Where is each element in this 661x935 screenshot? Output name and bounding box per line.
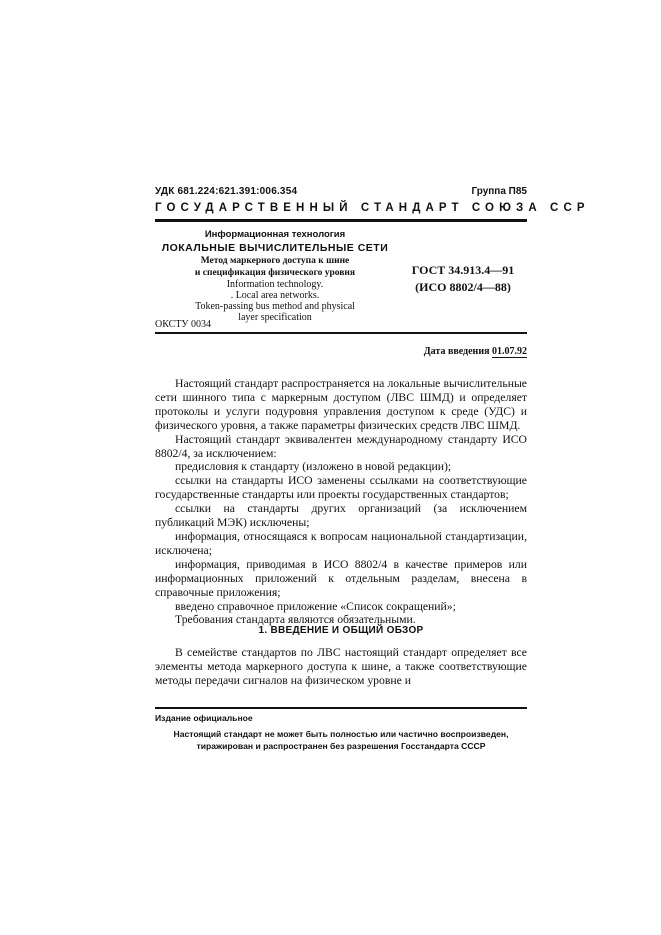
title-main: ЛОКАЛЬНЫЕ ВЫЧИСЛИТЕЛЬНЫЕ СЕТИ xyxy=(161,242,389,254)
document-page xyxy=(155,0,590,935)
copyright-notice: Настоящий стандарт не может быть полностью или частично воспроизведен, тиражирован и распространен без разрешения Госстандарта СССР xyxy=(173,729,509,751)
section-heading: 1. ВВЕДЕНИЕ И ОБЩИЙ ОБЗОР xyxy=(258,625,424,636)
title-english-2: . Local area networks. xyxy=(230,290,320,301)
intro-paragraph: Настоящий стандарт эквивалентен международному стандарту ИСО 8802/4, за исключением: xyxy=(155,432,527,460)
title-english-3: Token-passing bus method and physical xyxy=(195,301,355,312)
group-code: Группа П85 xyxy=(471,186,527,197)
effective-date-label: Дата введения xyxy=(423,346,490,357)
title-category: Информационная технология xyxy=(204,229,346,240)
section-body xyxy=(155,646,527,689)
section-paragraph: В семействе стандартов по ЛВС настоящий стандарт определяет все элементы метода маркерного доступа к шине, а также соответствующие методы передачи сигналов на физическом уровне и xyxy=(155,646,527,688)
effective-date-value: 01.07.92 xyxy=(492,346,527,357)
effective-date xyxy=(424,346,527,357)
intro-paragraph: Настоящий стандарт распространяется на локальные вычислительные сети шинного типа с маркерным доступом (ЛВС ШМД) и определяет протоколы и услуги подуровня управления доступом к среде (УДС) и физического уровня, а также параметры физических средств ЛВС ШМД. xyxy=(155,377,527,432)
footer xyxy=(155,712,527,752)
udk-code: УДК 681.224:621.391:006.354 xyxy=(155,186,298,197)
intro-paragraph: информация, приводимая в ИСО 8802/4 в качестве примеров или информационных приложений к отдельным разделам, внесена в справочные приложения; xyxy=(155,557,527,599)
intro-text xyxy=(155,377,527,627)
okstu-code: ОКСТУ 0034 xyxy=(155,319,212,330)
title-block xyxy=(155,229,395,323)
intro-paragraph: информация, относящаяся к вопросам национальной стандартизации, исключена; xyxy=(155,529,527,557)
title-subtitle-2: и спецификация физического уровня xyxy=(194,268,356,278)
standard-designation xyxy=(399,262,527,296)
intro-paragraph: ссылки на стандарты ИСО заменены ссылками на соответствующие государственные стандарты или проекты государственных стандартов; xyxy=(155,474,527,502)
footer-rule xyxy=(155,707,527,709)
gost-number: ГОСТ 34.913.4—91 xyxy=(411,263,515,277)
title-subtitle-1: Метод маркерного доступа к шине xyxy=(200,256,350,266)
intro-paragraph: введено справочное приложение «Список сокращений»; xyxy=(175,599,456,613)
title-english-4: layer specification xyxy=(238,312,312,323)
official-edition-label: Издание официальное xyxy=(155,713,253,723)
intro-paragraph: ссылки на стандарты других организаций (за исключением публикаций МЭК) исключены; xyxy=(155,502,527,530)
intro-paragraph: Требования стандарта являются обязательными. xyxy=(175,613,416,627)
intro-paragraph: предисловия к стандарту (изложено в новой редакции); xyxy=(175,460,452,474)
title-english-1: Information technology. xyxy=(226,279,324,290)
state-standard-banner: ГОСУДАРСТВЕННЫЙ СТАНДАРТ СОЮЗА ССР xyxy=(155,202,590,214)
iso-number: (ИСО 8802/4—88) xyxy=(415,280,511,294)
header-rule xyxy=(155,219,527,222)
title-rule xyxy=(155,332,527,334)
